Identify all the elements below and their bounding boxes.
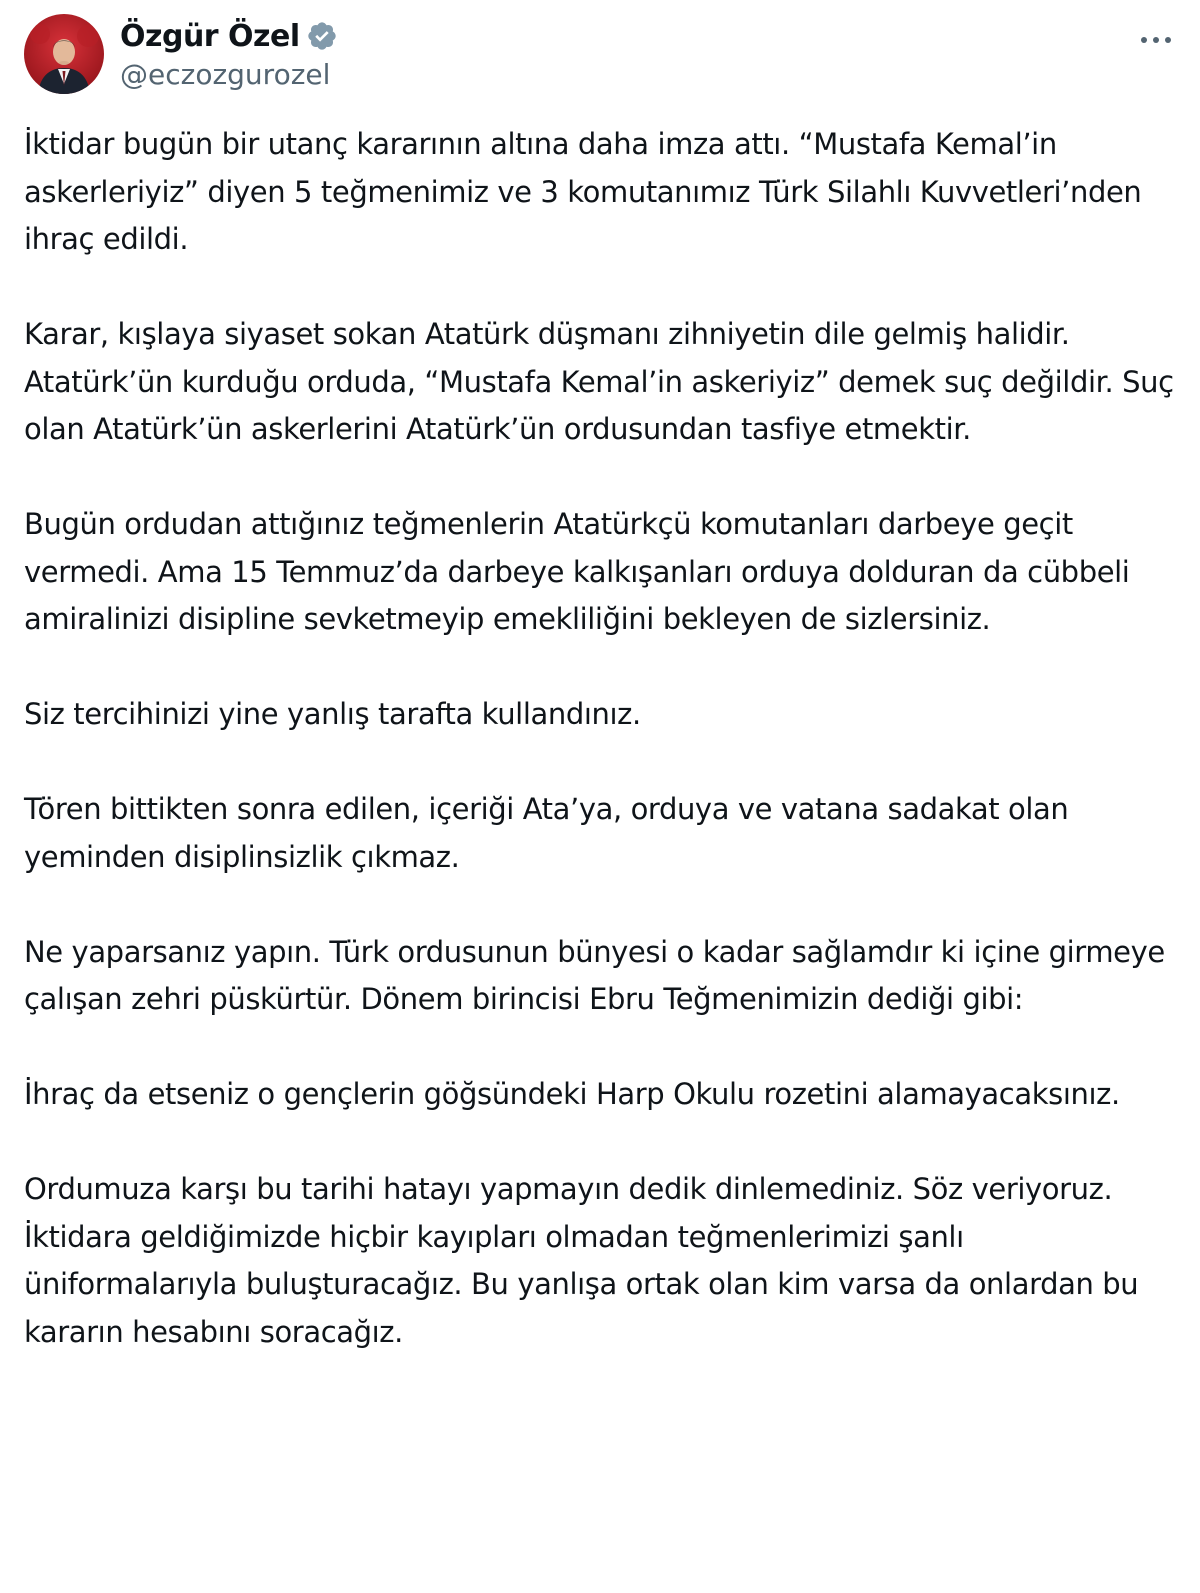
tweet-paragraph: Ordumuza karşı bu tarihi hatayı yapmayın dedik dinlemediniz. Söz veriyoruz. İktidara geldiğimizde hiçbir kayıpları olmadan teğmenlerimizi şanlı üniformalarıyla buluşturacağız. Bu yanlışa ortak olan kim varsa da onlardan bu kararın hesabını soracağız. — [24, 1172, 1139, 1349]
verified-badge-icon[interactable] — [306, 20, 338, 52]
tweet-header — [24, 14, 1176, 96]
tweet-paragraph: İhraç da etseniz o gençlerin göğsündeki Harp Okulu rozetini alamayacaksınız. — [24, 1077, 1120, 1111]
profile-photo-icon — [24, 14, 104, 94]
tweet-paragraph: Ne yaparsanız yapın. Türk ordusunun bünyesi o kadar sağlamdır ki içine girmeye çalışan zehri püskürtür. Dönem birincisi Ebru Teğmenimizin dediği gibi: — [24, 934, 1165, 1016]
avatar[interactable] — [24, 14, 104, 94]
tweet-text — [24, 121, 1174, 1356]
more-options-button[interactable] — [1136, 20, 1176, 60]
tweet-paragraph: Bugün ordudan attığınız teğmenlerin Atatürkçü komutanları darbeye geçit vermedi. Ama 15 Temmuz’da darbeye kalkışanları orduya dolduran da cübbeli amiralinizi disipline sevketmeyip emekliliğini bekleyen de sizlersiniz. — [24, 507, 1130, 636]
display-name-row — [120, 16, 338, 56]
author-names — [120, 16, 338, 91]
author-handle[interactable]: @eczozgurozel — [120, 58, 331, 91]
more-horizontal-icon — [1138, 34, 1174, 46]
tweet-paragraph: İktidar bugün bir utanç kararının altına daha imza attı. “Mustafa Kemal’in askerleriyiz” diyen 5 teğmenimiz ve 3 komutanımız Türk Silahlı Kuvvetleri’nden ihraç edildi. — [24, 127, 1142, 256]
tweet-paragraph: Karar, kışlaya siyaset sokan Atatürk düşmanı zihniyetin dile gelmiş halidir. Atatürk’ün kurduğu orduda, “Mustafa Kemal’in askeriyiz” demek suç değildir. Suç olan Atatürk’ün askerlerini Atatürk’ün ordusundan tasfiye etmektir. — [24, 317, 1174, 446]
tweet-paragraph: Siz tercihinizi yine yanlış tarafta kullandınız. — [24, 697, 641, 731]
display-name[interactable]: Özgür Özel — [120, 18, 300, 54]
tweet-paragraph: Tören bittikten sonra edilen, içeriği Ata’ya, orduya ve vatana sadakat olan yeminden disiplinsizlik çıkmaz. — [24, 792, 1069, 874]
